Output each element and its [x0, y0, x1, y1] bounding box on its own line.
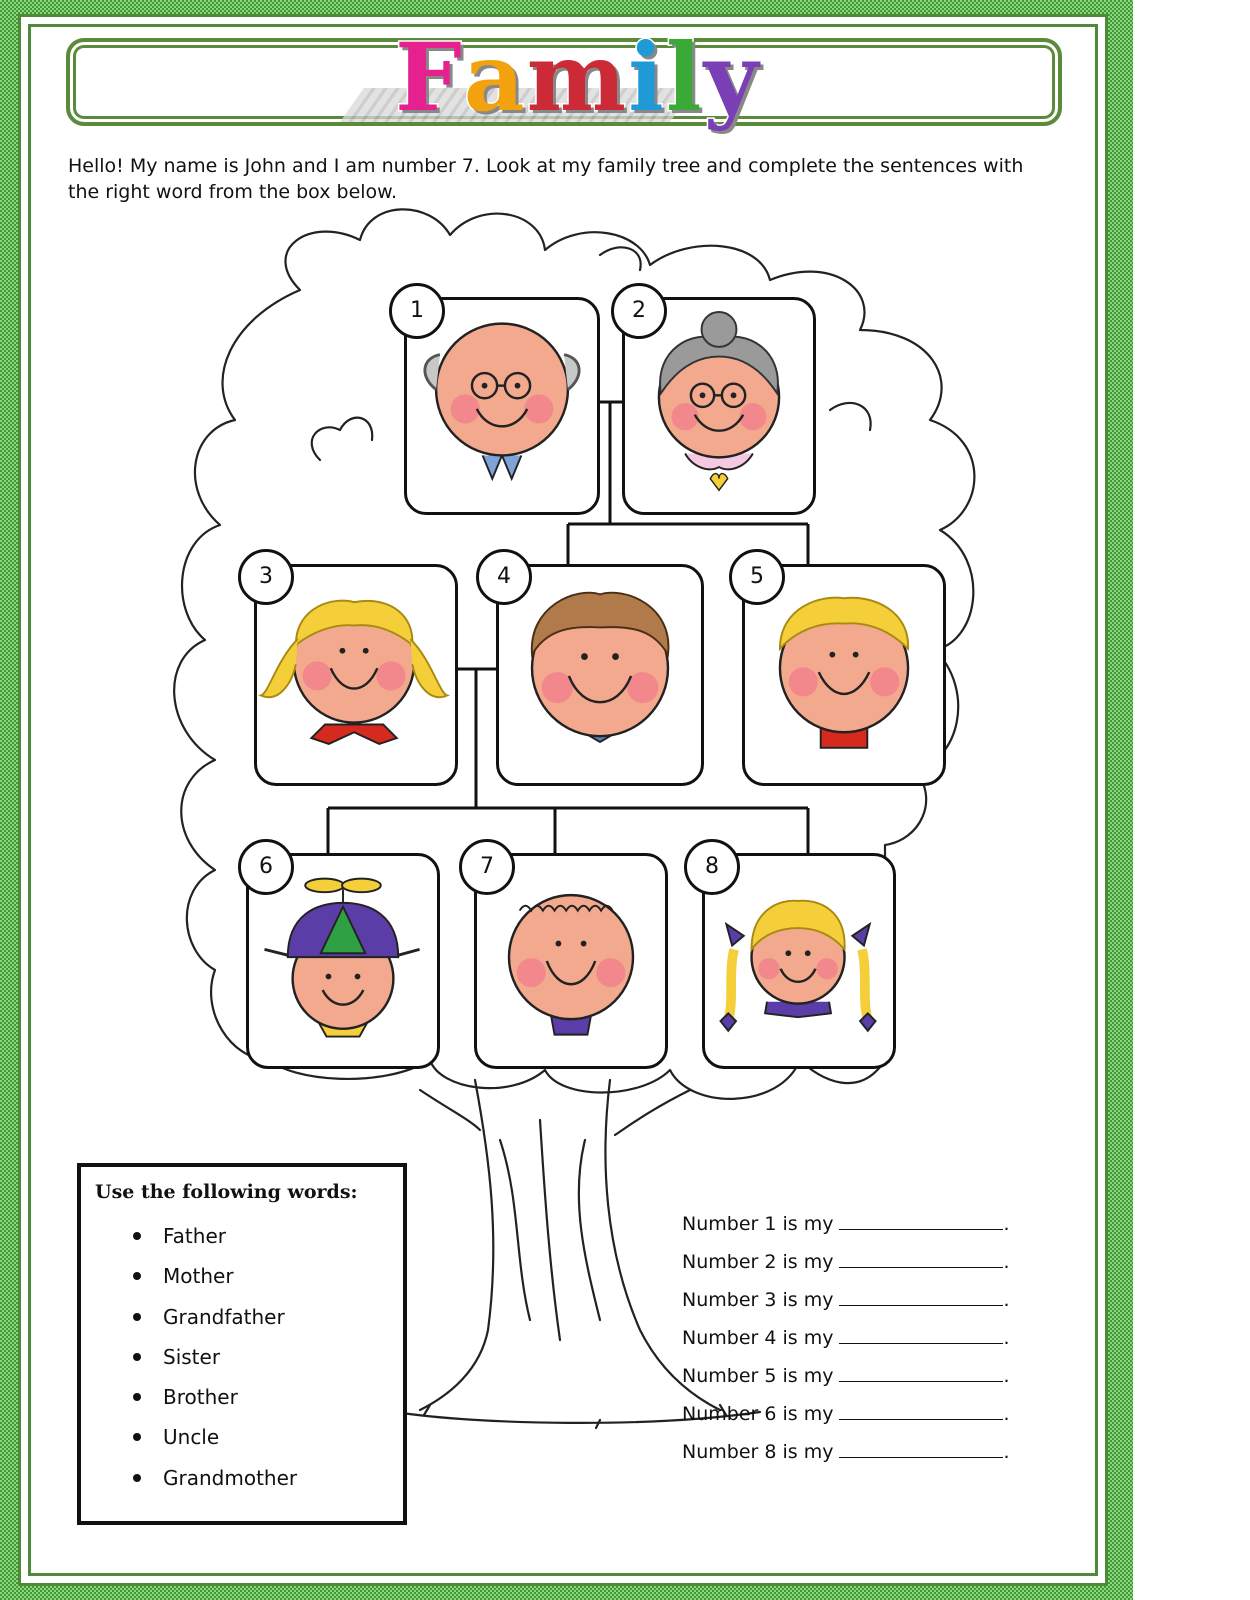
bullet-icon	[133, 1393, 141, 1401]
word-item	[81, 1223, 297, 1263]
sentence-text: Number 4 is my	[682, 1327, 834, 1349]
aunt-face-icon	[257, 567, 455, 783]
word-item	[81, 1384, 297, 1424]
bullet-icon	[133, 1353, 141, 1361]
bullet-icon	[133, 1474, 141, 1482]
member-number-8: 8	[684, 839, 740, 895]
member-number-3: 3	[238, 549, 294, 605]
word-box	[77, 1163, 407, 1525]
bullet-icon	[133, 1272, 141, 1280]
answer-blank[interactable]	[839, 1437, 1003, 1458]
sentence-period: .	[1003, 1365, 1010, 1387]
sentence-row	[682, 1361, 1010, 1399]
title-letter: l	[665, 23, 704, 133]
sentence-period: .	[1003, 1441, 1010, 1463]
sentence-period: .	[1003, 1289, 1010, 1311]
sentence-row	[682, 1209, 1010, 1247]
girl-pigtails-face-icon	[705, 856, 893, 1066]
word-box-title: Use the following words:	[95, 1181, 358, 1203]
member-number-7: 7	[459, 839, 515, 895]
member-number-4: 4	[476, 549, 532, 605]
sentence-row	[682, 1285, 1010, 1323]
sentence-text: Number 8 is my	[682, 1441, 834, 1463]
word-label: Brother	[163, 1385, 238, 1410]
title-letter: y	[703, 23, 761, 133]
answer-blank[interactable]	[839, 1247, 1003, 1268]
sentence-text: Number 2 is my	[682, 1251, 834, 1273]
member-number-6: 6	[238, 839, 294, 895]
word-item	[81, 1263, 297, 1303]
title-letter: i	[628, 23, 666, 133]
sentence-text: Number 5 is my	[682, 1365, 834, 1387]
title-letter: m	[526, 23, 629, 133]
answer-blank[interactable]	[839, 1285, 1003, 1306]
uncle-face-icon	[745, 567, 943, 783]
member-number-2: 2	[611, 283, 667, 339]
member-number-5: 5	[729, 549, 785, 605]
bullet-icon	[133, 1433, 141, 1441]
family-card-4	[496, 564, 704, 786]
sentence-period: .	[1003, 1327, 1010, 1349]
father-face-icon	[499, 567, 701, 783]
word-item	[81, 1344, 297, 1384]
bullet-icon	[133, 1313, 141, 1321]
word-list	[81, 1223, 297, 1505]
sentence-row	[682, 1437, 1010, 1475]
word-label: Grandmother	[163, 1465, 298, 1490]
word-item	[81, 1304, 297, 1344]
instructions-text: Hello! My name is John and I am number 7. Look at my family tree and complete the sentences with the right word from the box below.	[68, 155, 1024, 203]
word-label: Mother	[163, 1264, 234, 1289]
sentence-period: .	[1003, 1251, 1010, 1273]
sentence-row	[682, 1323, 1010, 1361]
answer-blank[interactable]	[839, 1209, 1003, 1230]
word-label: Uncle	[163, 1425, 220, 1450]
word-label: Grandfather	[163, 1304, 285, 1329]
word-label: Father	[163, 1224, 226, 1248]
sentence-text: Number 6 is my	[682, 1403, 834, 1425]
sentence-list	[682, 1209, 1010, 1475]
word-label: Sister	[163, 1344, 221, 1369]
answer-blank[interactable]	[839, 1361, 1003, 1382]
sentence-row	[682, 1247, 1010, 1285]
sentence-period: .	[1003, 1213, 1010, 1235]
title-letter: F	[395, 23, 464, 133]
answer-blank[interactable]	[839, 1399, 1003, 1420]
member-number-1: 1	[389, 283, 445, 339]
answer-blank[interactable]	[839, 1323, 1003, 1344]
word-item	[81, 1424, 297, 1464]
sentence-text: Number 1 is my	[682, 1213, 834, 1235]
sentence-text: Number 3 is my	[682, 1289, 834, 1311]
sentence-period: .	[1003, 1403, 1010, 1425]
bullet-icon	[133, 1232, 141, 1240]
title-letter: a	[463, 23, 527, 133]
sentence-row	[682, 1399, 1010, 1437]
word-item	[81, 1465, 297, 1505]
